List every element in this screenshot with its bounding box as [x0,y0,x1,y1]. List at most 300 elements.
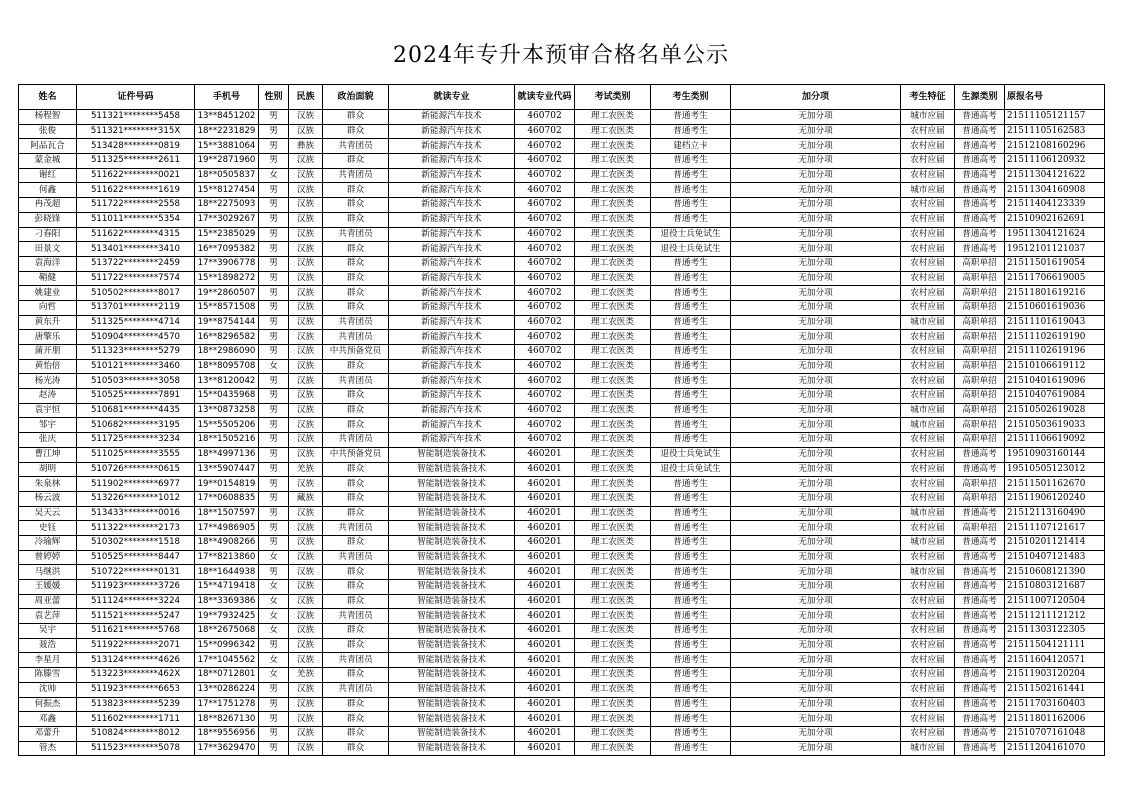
cell-political-status: 群众 [323,359,389,374]
cell-name: 马继洪 [19,565,77,580]
cell-exam-category: 理工农医类 [575,594,651,609]
cell-exam-category: 理工农医类 [575,697,651,712]
cell-candidate-feature: 农村应届 [901,168,955,183]
cell-source-category: 高职单招 [955,359,1005,374]
cell-candidate-feature: 城市应届 [901,183,955,198]
cell-source-category: 普通高考 [955,682,1005,697]
cell-name: 黄东升 [19,315,77,330]
candidate-table [18,84,1105,756]
cell-candidate-feature: 农村应届 [901,491,955,506]
cell-source-category: 普通高考 [955,447,1005,462]
cell-registration-number: 21511105121157 [1005,110,1105,125]
cell-phone: 19**7932425 [195,609,259,624]
cell-ethnicity: 汉族 [289,565,323,580]
cell-phone: 15**0996342 [195,638,259,653]
cell-political-status: 群众 [323,668,389,683]
cell-bonus-points: 无加分项 [731,668,901,683]
cell-major: 智能制造装备技术 [389,682,515,697]
cell-bonus-points: 无加分项 [731,154,901,169]
cell-phone: 15**8127454 [195,183,259,198]
cell-candidate-category: 普通考生 [651,550,731,565]
cell-id-number: 513823********5239 [77,697,195,712]
cell-candidate-category: 普通考生 [651,403,731,418]
cell-bonus-points: 无加分项 [731,580,901,595]
cell-ethnicity: 汉族 [289,521,323,536]
cell-source-category: 高职单招 [955,491,1005,506]
cell-phone: 15**2385029 [195,227,259,242]
cell-registration-number: 19511304121624 [1005,227,1105,242]
header-candidate-category: 考生类别 [651,85,731,110]
cell-registration-number: 21511102619196 [1005,345,1105,360]
cell-major: 新能源汽车技术 [389,315,515,330]
cell-major: 智能制造装备技术 [389,653,515,668]
cell-major-code: 460702 [515,286,575,301]
cell-candidate-category: 普通考生 [651,345,731,360]
cell-political-status: 共青团员 [323,550,389,565]
cell-ethnicity: 汉族 [289,712,323,727]
cell-bonus-points: 无加分项 [731,609,901,624]
cell-major-code: 460201 [515,653,575,668]
cell-candidate-category: 普通考生 [651,491,731,506]
cell-major: 新能源汽车技术 [389,345,515,360]
cell-name: 冉茂超 [19,198,77,213]
table-row [19,286,1105,301]
cell-candidate-category: 普通考生 [651,359,731,374]
cell-bonus-points: 无加分项 [731,315,901,330]
cell-candidate-category: 普通考生 [651,110,731,125]
cell-phone: 18**8267130 [195,712,259,727]
cell-source-category: 普通高考 [955,668,1005,683]
cell-id-number: 511922********2071 [77,638,195,653]
table-row [19,389,1105,404]
cell-phone: 15**1898272 [195,271,259,286]
cell-bonus-points: 无加分项 [731,139,901,154]
table-row [19,315,1105,330]
cell-id-number: 511523********5078 [77,741,195,756]
cell-name: 周亚蕾 [19,594,77,609]
header-exam-category: 考试类别 [575,85,651,110]
cell-registration-number: 21510608121390 [1005,565,1105,580]
cell-bonus-points: 无加分项 [731,286,901,301]
table-row [19,624,1105,639]
table-row [19,594,1105,609]
cell-major: 智能制造装备技术 [389,638,515,653]
cell-exam-category: 理工农医类 [575,154,651,169]
cell-source-category: 高职单招 [955,271,1005,286]
cell-bonus-points: 无加分项 [731,712,901,727]
cell-id-number: 510502********8017 [77,286,195,301]
cell-major-code: 460201 [515,668,575,683]
cell-major-code: 460201 [515,506,575,521]
cell-exam-category: 理工农医类 [575,330,651,345]
cell-candidate-feature: 农村应届 [901,550,955,565]
cell-political-status: 群众 [323,712,389,727]
cell-bonus-points: 无加分项 [731,110,901,125]
cell-political-status: 共青团员 [323,682,389,697]
cell-phone: 18**4908266 [195,535,259,550]
cell-gender: 男 [259,389,289,404]
cell-candidate-category: 普通考生 [651,389,731,404]
cell-major-code: 460201 [515,550,575,565]
cell-political-status: 群众 [323,506,389,521]
cell-name: 何振杰 [19,697,77,712]
cell-source-category: 普通高考 [955,212,1005,227]
cell-major: 新能源汽车技术 [389,242,515,257]
cell-political-status: 共青团员 [323,374,389,389]
cell-exam-category: 理工农医类 [575,110,651,125]
cell-ethnicity: 汉族 [289,433,323,448]
cell-registration-number: 21510803121687 [1005,580,1105,595]
cell-bonus-points: 无加分项 [731,168,901,183]
cell-major-code: 460702 [515,359,575,374]
header-major-code: 就读专业代码 [515,85,575,110]
cell-candidate-category: 普通考生 [651,300,731,315]
cell-gender: 男 [259,418,289,433]
table-row [19,477,1105,492]
cell-gender: 男 [259,506,289,521]
cell-major: 新能源汽车技术 [389,256,515,271]
cell-phone: 15**3881064 [195,139,259,154]
cell-id-number: 511902********6977 [77,477,195,492]
cell-name: 蒲开朋 [19,345,77,360]
cell-major: 智能制造装备技术 [389,462,515,477]
cell-gender: 男 [259,110,289,125]
cell-candidate-feature: 农村应届 [901,447,955,462]
cell-phone: 15**4719418 [195,580,259,595]
cell-candidate-feature: 城市应届 [901,315,955,330]
table-row [19,139,1105,154]
cell-name: 唐擎乐 [19,330,77,345]
cell-candidate-category: 退役士兵免试生 [651,227,731,242]
cell-political-status: 群众 [323,580,389,595]
table-row [19,256,1105,271]
cell-candidate-feature: 农村应届 [901,359,955,374]
cell-major-code: 460702 [515,256,575,271]
cell-phone: 16**8296582 [195,330,259,345]
cell-major-code: 460201 [515,491,575,506]
cell-registration-number: 21511404123339 [1005,198,1105,213]
cell-name: 聂浩 [19,638,77,653]
table-row [19,521,1105,536]
cell-source-category: 普通高考 [955,712,1005,727]
cell-registration-number: 21510902162691 [1005,212,1105,227]
cell-candidate-feature: 农村应届 [901,300,955,315]
cell-candidate-category: 普通考生 [651,198,731,213]
cell-exam-category: 理工农医类 [575,242,651,257]
header-source-category: 生源类别 [955,85,1005,110]
cell-ethnicity: 汉族 [289,345,323,360]
table-row [19,154,1105,169]
header-major: 就读专业 [389,85,515,110]
cell-registration-number: 21511304160908 [1005,183,1105,198]
cell-candidate-category: 普通考生 [651,477,731,492]
cell-candidate-category: 普通考生 [651,256,731,271]
cell-candidate-category: 普通考生 [651,183,731,198]
cell-name: 朱泉林 [19,477,77,492]
cell-id-number: 511325********2611 [77,154,195,169]
cell-ethnicity: 汉族 [289,110,323,125]
cell-gender: 男 [259,535,289,550]
cell-candidate-category: 普通考生 [651,609,731,624]
cell-major-code: 460702 [515,389,575,404]
cell-political-status: 群众 [323,183,389,198]
table-row [19,668,1105,683]
cell-major-code: 460201 [515,741,575,756]
cell-source-category: 普通高考 [955,565,1005,580]
cell-political-status: 共青团员 [323,433,389,448]
cell-source-category: 高职单招 [955,374,1005,389]
cell-name: 何鑫 [19,183,77,198]
cell-id-number: 510904********4570 [77,330,195,345]
cell-gender: 男 [259,565,289,580]
cell-id-number: 511722********7574 [77,271,195,286]
cell-ethnicity: 汉族 [289,374,323,389]
cell-name: 田景文 [19,242,77,257]
cell-candidate-feature: 农村应届 [901,139,955,154]
cell-phone: 13**0286224 [195,682,259,697]
cell-source-category: 普通高考 [955,183,1005,198]
cell-candidate-category: 普通考生 [651,271,731,286]
cell-ethnicity: 汉族 [289,227,323,242]
cell-id-number: 511325********4714 [77,315,195,330]
cell-bonus-points: 无加分项 [731,212,901,227]
cell-id-number: 513722********2459 [77,256,195,271]
table-row [19,330,1105,345]
cell-registration-number: 21511007120504 [1005,594,1105,609]
cell-major-code: 460702 [515,374,575,389]
cell-registration-number: 21511706619005 [1005,271,1105,286]
cell-name: 袁海洋 [19,256,77,271]
table-row [19,418,1105,433]
cell-name: 吴宇 [19,624,77,639]
cell-name: 姚建业 [19,286,77,301]
cell-political-status: 群众 [323,697,389,712]
cell-candidate-feature: 城市应届 [901,741,955,756]
cell-gender: 男 [259,403,289,418]
cell-ethnicity: 汉族 [289,256,323,271]
header-bonus-points: 加分项 [731,85,901,110]
table-row [19,726,1105,741]
cell-political-status: 群众 [323,389,389,404]
cell-major: 新能源汽车技术 [389,433,515,448]
cell-gender: 男 [259,183,289,198]
cell-exam-category: 理工农医类 [575,668,651,683]
cell-gender: 男 [259,212,289,227]
cell-id-number: 511321********315X [77,124,195,139]
cell-phone: 17**8213860 [195,550,259,565]
cell-bonus-points: 无加分项 [731,535,901,550]
cell-gender: 男 [259,462,289,477]
cell-ethnicity: 汉族 [289,124,323,139]
cell-registration-number: 21511903120204 [1005,668,1105,683]
cell-candidate-feature: 农村应届 [901,286,955,301]
cell-candidate-category: 普通考生 [651,594,731,609]
cell-id-number: 513428********0819 [77,139,195,154]
cell-registration-number: 21511105162583 [1005,124,1105,139]
cell-registration-number: 21511501619054 [1005,256,1105,271]
cell-major: 智能制造装备技术 [389,506,515,521]
table-row [19,168,1105,183]
cell-name: 吴天云 [19,506,77,521]
cell-id-number: 513223********462X [77,668,195,683]
cell-name: 鞘健 [19,271,77,286]
cell-phone: 17**0608835 [195,491,259,506]
cell-ethnicity: 汉族 [289,154,323,169]
cell-exam-category: 理工农医类 [575,609,651,624]
cell-id-number: 511722********2558 [77,198,195,213]
cell-gender: 男 [259,374,289,389]
cell-major: 智能制造装备技术 [389,726,515,741]
cell-gender: 男 [259,286,289,301]
cell-major: 智能制造装备技术 [389,491,515,506]
cell-registration-number: 21511303122305 [1005,624,1105,639]
cell-major-code: 460201 [515,712,575,727]
cell-bonus-points: 无加分项 [731,594,901,609]
cell-major-code: 460201 [515,535,575,550]
cell-phone: 17**3029267 [195,212,259,227]
cell-ethnicity: 汉族 [289,389,323,404]
cell-phone: 13**8120042 [195,374,259,389]
cell-candidate-category: 普通考生 [651,535,731,550]
cell-gender: 女 [259,359,289,374]
cell-major-code: 460702 [515,124,575,139]
cell-major-code: 460201 [515,638,575,653]
table-row [19,638,1105,653]
cell-id-number: 511725********3234 [77,433,195,448]
cell-phone: 17**3629470 [195,741,259,756]
cell-ethnicity: 汉族 [289,183,323,198]
cell-exam-category: 理工农医类 [575,183,651,198]
cell-phone: 18**4997136 [195,447,259,462]
cell-candidate-feature: 城市应届 [901,418,955,433]
cell-registration-number: 21512108160296 [1005,139,1105,154]
cell-registration-number: 21511604120571 [1005,653,1105,668]
cell-major: 智能制造装备技术 [389,477,515,492]
table-row [19,609,1105,624]
cell-candidate-category: 普通考生 [651,374,731,389]
cell-exam-category: 理工农医类 [575,638,651,653]
cell-id-number: 510726********0615 [77,462,195,477]
cell-gender: 男 [259,682,289,697]
cell-major: 智能制造装备技术 [389,624,515,639]
cell-source-category: 普通高考 [955,506,1005,521]
cell-exam-category: 理工农医类 [575,256,651,271]
cell-major-code: 460702 [515,433,575,448]
cell-source-category: 普通高考 [955,198,1005,213]
cell-id-number: 511025********3555 [77,447,195,462]
cell-id-number: 511322********2173 [77,521,195,536]
cell-candidate-feature: 城市应届 [901,110,955,125]
cell-major: 新能源汽车技术 [389,300,515,315]
cell-candidate-category: 普通考生 [651,682,731,697]
cell-registration-number: 21512113160490 [1005,506,1105,521]
cell-exam-category: 理工农医类 [575,477,651,492]
cell-major-code: 460702 [515,154,575,169]
cell-phone: 18**3369386 [195,594,259,609]
cell-candidate-feature: 农村应届 [901,653,955,668]
cell-phone: 19**8754144 [195,315,259,330]
cell-political-status: 群众 [323,535,389,550]
cell-gender: 男 [259,712,289,727]
table-row [19,345,1105,360]
cell-major: 新能源汽车技术 [389,183,515,198]
cell-registration-number: 21511801619216 [1005,286,1105,301]
cell-ethnicity: 汉族 [289,271,323,286]
cell-name: 杨程智 [19,110,77,125]
cell-name: 向哲 [19,300,77,315]
cell-political-status: 群众 [323,124,389,139]
cell-candidate-category: 普通考生 [651,712,731,727]
cell-name: 李星月 [19,653,77,668]
cell-registration-number: 21511101619043 [1005,315,1105,330]
cell-political-status: 共青团员 [323,227,389,242]
cell-ethnicity: 汉族 [289,638,323,653]
cell-bonus-points: 无加分项 [731,506,901,521]
cell-name: 邓蕾升 [19,726,77,741]
cell-political-status: 共青团员 [323,521,389,536]
cell-ethnicity: 汉族 [289,447,323,462]
cell-phone: 15**0435968 [195,389,259,404]
cell-source-category: 普通高考 [955,624,1005,639]
cell-gender: 男 [259,345,289,360]
cell-id-number: 510525********7891 [77,389,195,404]
cell-bonus-points: 无加分项 [731,462,901,477]
cell-candidate-feature: 农村应届 [901,256,955,271]
cell-exam-category: 理工农医类 [575,682,651,697]
cell-candidate-feature: 农村应届 [901,609,955,624]
cell-bonus-points: 无加分项 [731,521,901,536]
table-row [19,403,1105,418]
cell-exam-category: 理工农医类 [575,447,651,462]
cell-gender: 男 [259,124,289,139]
cell-id-number: 511622********0021 [77,168,195,183]
cell-ethnicity: 汉族 [289,609,323,624]
table-row [19,491,1105,506]
table-row [19,198,1105,213]
cell-id-number: 511321********5458 [77,110,195,125]
cell-major: 智能制造装备技术 [389,550,515,565]
cell-registration-number: 21511304121622 [1005,168,1105,183]
cell-major-code: 460702 [515,403,575,418]
cell-gender: 男 [259,330,289,345]
cell-source-category: 普通高考 [955,653,1005,668]
cell-candidate-feature: 城市应届 [901,565,955,580]
cell-phone: 16**7095382 [195,242,259,257]
cell-exam-category: 理工农医类 [575,198,651,213]
table-row [19,359,1105,374]
cell-phone: 19**0154819 [195,477,259,492]
cell-exam-category: 理工农医类 [575,227,651,242]
cell-id-number: 510682********3195 [77,418,195,433]
cell-political-status: 群众 [323,594,389,609]
cell-phone: 18**2675068 [195,624,259,639]
cell-exam-category: 理工农医类 [575,741,651,756]
cell-candidate-feature: 农村应届 [901,521,955,536]
cell-bonus-points: 无加分项 [731,624,901,639]
cell-bonus-points: 无加分项 [731,300,901,315]
cell-exam-category: 理工农医类 [575,506,651,521]
cell-source-category: 普通高考 [955,580,1005,595]
cell-bonus-points: 无加分项 [731,389,901,404]
cell-political-status: 群众 [323,212,389,227]
cell-phone: 18**0712801 [195,668,259,683]
cell-exam-category: 理工农医类 [575,403,651,418]
cell-phone: 17**4986905 [195,521,259,536]
cell-source-category: 高职单招 [955,433,1005,448]
cell-exam-category: 理工农医类 [575,712,651,727]
cell-name: 邓鑫 [19,712,77,727]
cell-exam-category: 理工农医类 [575,212,651,227]
